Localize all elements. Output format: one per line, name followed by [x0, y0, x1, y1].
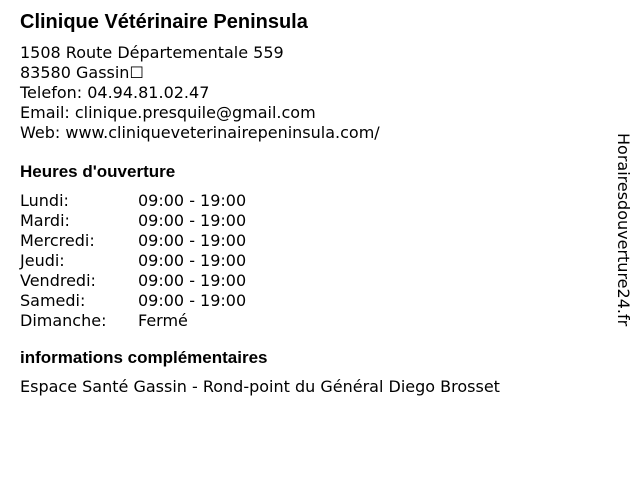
additional-info-text: Espace Santé Gassin - Rond-point du Général Diego Brosset — [20, 377, 500, 396]
hours-row-vendredi — [20, 271, 600, 291]
time-value: 09:00 - 19:00 — [138, 191, 247, 210]
hours-row-mercredi — [20, 231, 600, 251]
day-label: Mardi: — [20, 211, 70, 230]
time-value: 09:00 - 19:00 — [138, 251, 247, 270]
day-label: Lundi: — [20, 191, 69, 210]
day-label: Mercredi: — [20, 231, 95, 250]
hours-row-mardi — [20, 211, 600, 231]
day-label: Vendredi: — [20, 271, 96, 290]
time-value: Fermé — [138, 311, 188, 330]
site-watermark: Horairesdouverture24.fr — [614, 133, 633, 327]
hours-row-dimanche — [20, 311, 600, 331]
additional-info-heading: informations complémentaires — [20, 348, 268, 367]
time-value: 09:00 - 19:00 — [138, 211, 247, 230]
email-address: Email: clinique.presquile@gmail.com — [20, 103, 316, 122]
business-name: Clinique Vétérinaire Peninsula — [20, 11, 308, 33]
phone-number: Telefon: 04.94.81.02.47 — [20, 83, 210, 102]
opening-hours-heading: Heures d'ouverture — [20, 162, 176, 181]
hours-row-lundi — [20, 191, 600, 211]
time-value: 09:00 - 19:00 — [138, 271, 247, 290]
opening-hours-table — [20, 191, 600, 331]
time-value: 09:00 - 19:00 — [138, 231, 247, 250]
hours-row-samedi — [20, 291, 600, 311]
address-line-1: 1508 Route Départementale 559 — [20, 43, 284, 62]
day-label: Jeudi: — [20, 251, 65, 270]
day-label: Samedi: — [20, 291, 86, 310]
hours-row-jeudi — [20, 251, 600, 271]
day-label: Dimanche: — [20, 311, 107, 330]
address-line-2: 83580 Gassin☐ — [20, 63, 144, 82]
website: Web: www.cliniqueveterinairepeninsula.com/ — [20, 123, 380, 142]
time-value: 09:00 - 19:00 — [138, 291, 247, 310]
business-card — [20, 9, 600, 397]
